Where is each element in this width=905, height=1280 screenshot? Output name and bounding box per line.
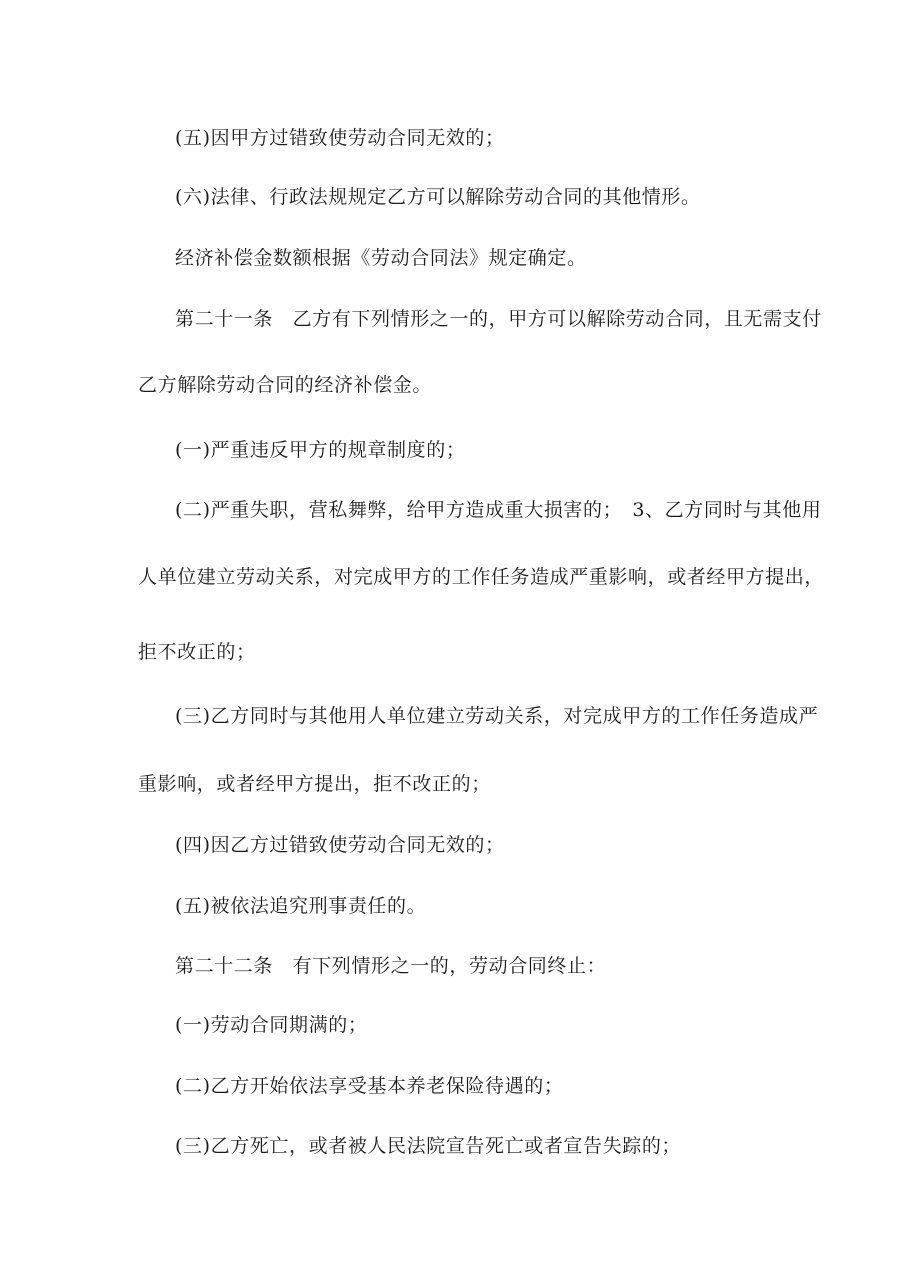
paragraph-line: 人单位建立劳动关系，对完成甲方的工作任务造成严重影响，或者经甲方提出，: [138, 566, 825, 588]
paragraph-line: (三)乙方死亡，或者被人民法院宣告死亡或者宣告失踪的；: [175, 1135, 682, 1157]
paragraph-line: 乙方解除劳动合同的经济补偿金。: [138, 374, 433, 396]
paragraph-line: (二)乙方开始依法享受基本养老保险待遇的；: [175, 1075, 564, 1097]
paragraph-line: 拒不改正的；: [138, 641, 256, 663]
paragraph-line: (四)因乙方过错致使劳动合同无效的；: [175, 834, 505, 856]
paragraph-line: 第二十一条 乙方有下列情形之一的，甲方可以解除劳动合同，且无需支付: [175, 308, 822, 330]
paragraph-line: (六)法律、行政法规规定乙方可以解除劳动合同的其他情形。: [175, 186, 701, 208]
paragraph-line: (二)严重失职，营私舞弊，给甲方造成重大损害的； 3、乙方同时与其他用: [175, 499, 822, 521]
paragraph-line: (五)被依法追究刑事责任的。: [175, 895, 427, 917]
paragraph-line: (一)劳动合同期满的；: [175, 1014, 368, 1036]
paragraph-line: 第二十二条 有下列情形之一的，劳动合同终止：: [175, 955, 607, 977]
paragraph-line: (一)严重违反甲方的规章制度的；: [175, 439, 466, 461]
paragraph-line: (五)因甲方过错致使劳动合同无效的；: [175, 127, 505, 149]
paragraph-line: 经济补偿金数额根据《劳动合同法》规定确定。: [175, 247, 587, 269]
paragraph-line: (三)乙方同时与其他用人单位建立劳动关系，对完成甲方的工作任务造成严: [175, 705, 819, 727]
paragraph-line: 重影响，或者经甲方提出，拒不改正的；: [138, 773, 491, 795]
